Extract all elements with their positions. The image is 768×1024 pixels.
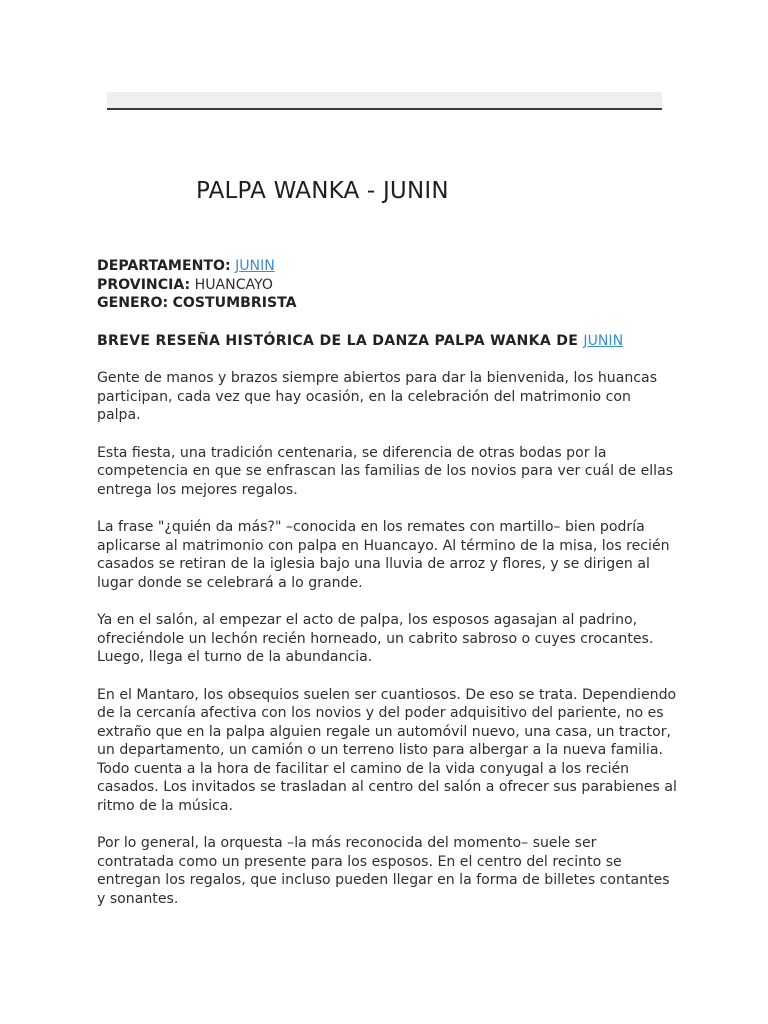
genero-label: GENERO: xyxy=(97,295,169,311)
document-body xyxy=(97,257,677,908)
departamento-line xyxy=(97,257,677,276)
paragraph: Por lo general, la orquesta –la más reconocida del momento– suele ser contratada como un presente para los esposos. En el centro del recinto se entregan los regalos, que incluso pueden llegar en la forma de billetes contantes y sonantes. xyxy=(97,835,670,907)
header-divider xyxy=(107,92,662,110)
paragraph: En el Mantaro, los obsequios suelen ser cuantiosos. De eso se trata. Dependiendo de la cercanía afectiva con los novios y del poder adquisitivo del pariente, no es extraño que en la palpa alguien regale un automóvil nuevo, una casa, un tractor, un departamento, un camión o un terreno listo para albergar a la nueva familia. Todo cuenta a la hora de facilitar el camino de la vida conyugal a los recién casados. Los invitados se trasladan al centro del salón a ofrecer sus parabienes al ritmo de la música. xyxy=(97,686,677,814)
section-heading xyxy=(97,332,677,351)
genero-line xyxy=(97,294,677,313)
paragraph: Esta fiesta, una tradición centenaria, se diferencia de otras bodas por la competencia en que se enfrascan las familias de los novios para ver cuál de ellas entrega los mejores regalos. xyxy=(97,444,674,498)
section-heading-link[interactable]: JUNIN xyxy=(583,332,624,349)
paragraph: La frase "¿quién da más?" –conocida en los remates con martillo– bien podría aplicarse al matrimonio con palpa en Huancayo. Al término de la misa, los recién casados se retiran de la iglesia bajo una lluvia de arroz y flores, y se dirigen al lugar donde se celebrará a lo grande. xyxy=(97,519,670,591)
departamento-label: DEPARTAMENTO: xyxy=(97,258,231,274)
section-heading-text: BREVE RESEÑA HISTÓRICA DE LA DANZA PALPA WANKA DE xyxy=(97,332,579,349)
departamento-link[interactable]: JUNIN xyxy=(235,258,275,274)
paragraph: Gente de manos y brazos siempre abiertos para dar la bienvenida, los huancas participan, cada vez que hay ocasión, en la celebración del matrimonio con palpa. xyxy=(97,370,658,423)
genero-value: COSTUMBRISTA xyxy=(172,295,297,311)
paragraph: Ya en el salón, al empezar el acto de palpa, los esposos agasajan al padrino, ofreciéndole un lechón recién horneado, un cabrito sabroso o cuyes crocantes. Luego, llega el turno de la abundancia. xyxy=(97,612,654,665)
provincia-label: PROVINCIA: xyxy=(97,276,191,293)
provincia-line xyxy=(97,276,677,295)
page-title: PALPA WANKA - JUNIN xyxy=(196,178,449,204)
provincia-value: HUANCAYO xyxy=(194,276,274,293)
